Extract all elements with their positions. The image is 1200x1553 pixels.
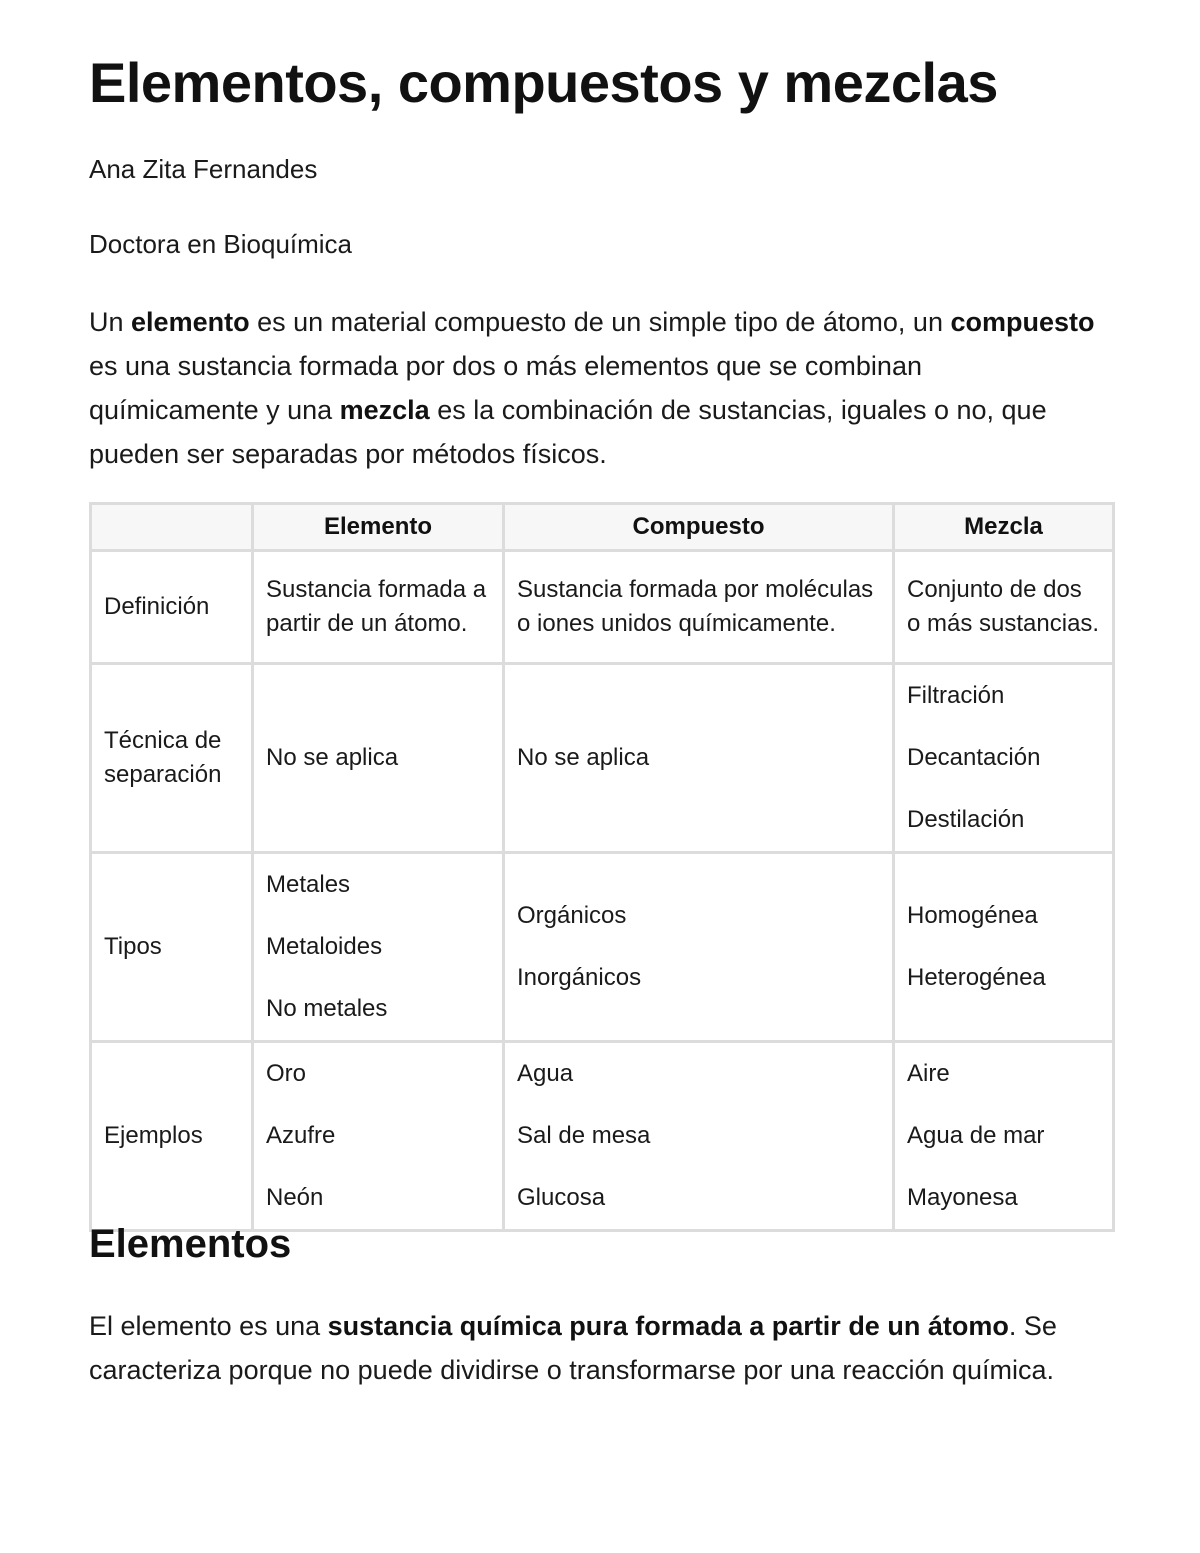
table-row-tipos: [91, 853, 1114, 1042]
cell-line: Destilación: [907, 806, 1025, 833]
table-cell: [894, 1042, 1114, 1231]
header-cell-mezcla: Mezcla: [894, 504, 1114, 551]
cell-line: Aire: [907, 1060, 950, 1087]
section-text: . Se caracteriza porque no puede dividirse o transformarse por una reacción química.: [89, 1311, 1057, 1385]
cell-line: Heterogénea: [907, 964, 1046, 991]
cell-line: Agua: [517, 1060, 574, 1087]
table-cell: [504, 853, 894, 1042]
intro-paragraph: [89, 300, 1099, 476]
cell-line: Azufre: [266, 1122, 336, 1149]
section-bold-text: sustancia química pura formada a partir de un átomo: [327, 1311, 1009, 1341]
table-row-ejemplos: [91, 1042, 1114, 1231]
intro-bold-term: elemento: [131, 307, 250, 337]
comparison-table: [89, 502, 1115, 1232]
table-cell: [894, 853, 1114, 1042]
cell-line: No metales: [266, 995, 388, 1022]
row-label: Ejemplos: [91, 1042, 253, 1231]
section-paragraph: [89, 1304, 1119, 1392]
table-cell: Sustancia formada a partir de un átomo.: [253, 551, 504, 664]
header-cell-elemento: Elemento: [253, 504, 504, 551]
intro-bold-term: mezcla: [339, 395, 430, 425]
author-name: Ana Zita Fernandes: [89, 154, 318, 184]
cell-line: Oro: [266, 1060, 307, 1087]
cell-line: Inorgánicos: [517, 964, 642, 991]
header-cell-empty: [91, 504, 253, 551]
intro-text: es un material compuesto de un simple tipo de átomo, un: [249, 307, 951, 337]
table-cell: Conjunto de dos o más sustancias.: [894, 551, 1114, 664]
cell-line: Metales: [266, 871, 351, 898]
cell-line: Orgánicos: [517, 902, 627, 929]
header-cell-compuesto: Compuesto: [504, 504, 894, 551]
cell-line: Glucosa: [517, 1184, 606, 1211]
cell-line: Filtración: [907, 682, 1005, 709]
table-cell: [894, 664, 1114, 853]
row-label: Tipos: [91, 853, 253, 1042]
cell-line: Homogénea: [907, 902, 1038, 929]
intro-text: Un: [89, 307, 132, 337]
table-cell: No se aplica: [504, 664, 894, 853]
row-label: Técnica de separación: [91, 664, 253, 853]
table-row-tecnica: [91, 664, 1114, 853]
table-cell: [253, 1042, 504, 1231]
section-text: El elemento es una: [89, 1311, 328, 1341]
cell-line: Metaloides: [266, 933, 383, 960]
section-heading: Elementos: [89, 1222, 292, 1266]
row-label: Definición: [91, 551, 253, 664]
cell-line: Neón: [266, 1184, 324, 1211]
cell-line: Mayonesa: [907, 1184, 1018, 1211]
page-title: Elementos, compuestos y mezclas: [89, 51, 998, 114]
table-cell: [253, 853, 504, 1042]
author-degree: Doctora en Bioquímica: [89, 229, 353, 259]
table-cell: [504, 1042, 894, 1231]
cell-line: Agua de mar: [907, 1122, 1045, 1149]
intro-text: es la combinación de sustancias, iguales o no, que pueden ser separadas por métodos físicos.: [89, 395, 1047, 469]
intro-text: es una sustancia formada por dos o más elementos que se combinan químicamente y una: [89, 351, 922, 425]
table-cell: No se aplica: [253, 664, 504, 853]
intro-bold-term: compuesto: [950, 307, 1095, 337]
table-row-definicion: [91, 551, 1114, 664]
cell-line: Sal de mesa: [517, 1122, 651, 1149]
table-header-row: [91, 504, 1114, 551]
table-cell: Sustancia formada por moléculas o iones unidos químicamente.: [504, 551, 894, 664]
cell-line: Decantación: [907, 744, 1041, 771]
